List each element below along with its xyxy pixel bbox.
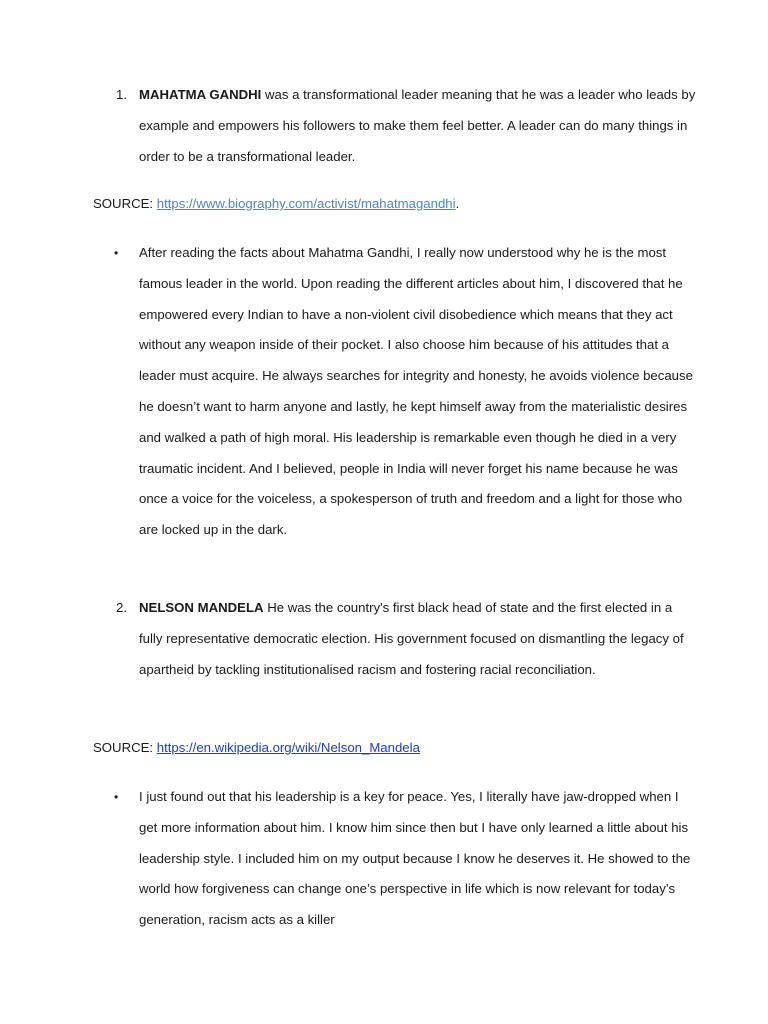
source-line-mandela <box>93 738 420 758</box>
list-item-mandela <box>139 593 699 685</box>
list-item-gandhi <box>139 80 699 172</box>
source-trail: . <box>455 196 460 211</box>
list-number: 2. <box>116 600 127 615</box>
source-link[interactable]: https://www.biography.com/activist/mahatmagandhi <box>156 196 456 211</box>
source-label: SOURCE: <box>93 196 157 211</box>
item-heading: NELSON MANDELA <box>139 600 264 615</box>
source-link[interactable]: https://en.wikipedia.org/wiki/Nelson_Mandela <box>156 740 420 755</box>
source-label: SOURCE: <box>93 740 157 755</box>
bullet-paragraph-mandela: I just found out that his leadership is a key for peace. Yes, I literally have jaw-dropped when I get more information about him. I know him since then but I have only learned a little about his leadership style. I included him on my output because I know he deserves it. He showed to the world how forgiveness can change one’s perspective in life which is now relevant for today’s generation, racism acts as a killer <box>139 789 691 928</box>
source-line-gandhi <box>93 194 459 214</box>
bullet-icon: • <box>114 246 119 260</box>
item-text: was a transformational leader meaning that he was a leader who leads by example and empowers his followers to make them feel better. A leader can do many things in order to be a transformational leader. <box>139 87 696 164</box>
bullet-icon: • <box>114 790 119 804</box>
item-heading: MAHATMA GANDHI <box>139 87 262 102</box>
item-text: He was the country's first black head of state and the first elected in a fully representative democratic election. His government focused on dismantling the legacy of apartheid by tackling institutionalised racism and fostering racial reconciliation. <box>139 600 684 677</box>
bullet-paragraph-gandhi: After reading the facts about Mahatma Gandhi, I really now understood why he is the most famous leader in the world. Upon reading the different articles about him, I discovered that he empowered every Indian to have a non-violent civil disobedience which means that they act without any weapon inside of their pocket. I also choose him because of his attitudes that a leader must acquire. He always searches for integrity and honesty, he avoids violence because he doesn’t want to harm anyone and lastly, he kept himself away from the materialistic desires and walked a path of high moral. His leadership is remarkable even though he died in a very traumatic incident. And I believed, people in India will never forget his name because he was once a voice for the voiceless, a spokesperson of truth and freedom and a light for those who are locked up in the dark. <box>139 245 693 538</box>
list-number: 1. <box>116 87 127 102</box>
